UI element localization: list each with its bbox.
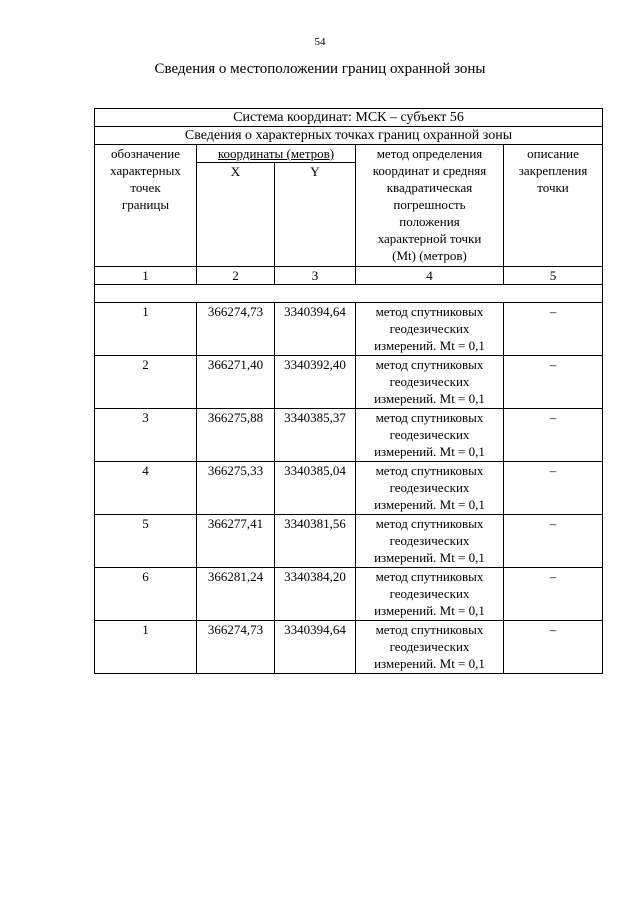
description-cell: – — [504, 568, 603, 621]
method-line: метод спутниковых — [375, 463, 484, 478]
method-line: метод спутниковых — [375, 357, 484, 372]
header-designation: обозначение характерных точек границы — [95, 145, 197, 267]
y-cell: 3340385,37 — [275, 409, 356, 462]
method-line: измерений. Mt = 0,1 — [374, 338, 485, 353]
method-line: метод спутниковых — [375, 516, 484, 531]
method-line: геодезических — [389, 586, 470, 601]
spacer-row — [95, 285, 603, 303]
description-cell: – — [504, 409, 603, 462]
section-title-row: Сведения о характерных точках границ охранной зоны — [95, 127, 603, 145]
method-line: метод спутниковых — [375, 569, 484, 584]
column-number-1: 1 — [95, 267, 197, 285]
method-line: геодезических — [389, 639, 470, 654]
method-line: метод спутниковых — [375, 622, 484, 637]
table-row — [95, 356, 603, 409]
page-title: Сведения о местоположении границ охранной зоны — [154, 61, 486, 77]
method-cell — [356, 568, 504, 621]
header-description: описание закрепления точки — [504, 145, 603, 267]
description-cell: – — [504, 356, 603, 409]
y-cell: 3340384,20 — [275, 568, 356, 621]
y-cell: 3340385,04 — [275, 462, 356, 515]
method-line: измерений. Mt = 0,1 — [374, 550, 485, 565]
column-number-2: 2 — [197, 267, 275, 285]
boundary-points-table — [94, 108, 603, 674]
x-cell: 366275,88 — [197, 409, 275, 462]
point-cell: 1 — [95, 621, 197, 674]
y-cell: 3340392,40 — [275, 356, 356, 409]
description-cell: – — [504, 515, 603, 568]
table-row — [95, 303, 603, 356]
table-row — [95, 621, 603, 674]
method-line: метод спутниковых — [375, 304, 484, 319]
column-number-3: 3 — [275, 267, 356, 285]
header-coordinates: координаты (метров) — [197, 145, 356, 163]
method-line: измерений. Mt = 0,1 — [374, 444, 485, 459]
point-cell: 3 — [95, 409, 197, 462]
method-cell — [356, 515, 504, 568]
coordinate-system-row: Система координат: МСК – субъект 56 — [95, 109, 603, 127]
x-cell: 366277,41 — [197, 515, 275, 568]
y-cell: 3340394,64 — [275, 303, 356, 356]
method-line: геодезических — [389, 321, 470, 336]
method-cell — [356, 303, 504, 356]
method-cell — [356, 462, 504, 515]
method-line: метод спутниковых — [375, 410, 484, 425]
method-line: измерений. Mt = 0,1 — [374, 497, 485, 512]
header-x: X — [197, 163, 275, 267]
table-row — [95, 515, 603, 568]
method-line: геодезических — [389, 533, 470, 548]
page-number: 54 — [314, 36, 326, 48]
table-row — [95, 409, 603, 462]
method-line: геодезических — [389, 480, 470, 495]
x-cell: 366274,73 — [197, 303, 275, 356]
x-cell: 366281,24 — [197, 568, 275, 621]
x-cell: 366275,33 — [197, 462, 275, 515]
description-cell: – — [504, 621, 603, 674]
method-line: измерений. Mt = 0,1 — [374, 656, 485, 671]
point-cell: 5 — [95, 515, 197, 568]
x-cell: 366274,73 — [197, 621, 275, 674]
header-y: Y — [275, 163, 356, 267]
method-cell — [356, 409, 504, 462]
column-number-4: 4 — [356, 267, 504, 285]
point-cell: 4 — [95, 462, 197, 515]
method-line: геодезических — [389, 374, 470, 389]
description-cell: – — [504, 303, 603, 356]
table-row — [95, 462, 603, 515]
header-method: метод определения координат и средняя квадратическая погрешность положения характерной точки (Mt) (метров) — [356, 145, 504, 267]
method-line: геодезических — [389, 427, 470, 442]
method-cell — [356, 356, 504, 409]
method-line: измерений. Mt = 0,1 — [374, 603, 485, 618]
column-numbers-row — [95, 267, 603, 285]
column-number-5: 5 — [504, 267, 603, 285]
point-cell: 6 — [95, 568, 197, 621]
y-cell: 3340381,56 — [275, 515, 356, 568]
method-cell — [356, 621, 504, 674]
point-cell: 1 — [95, 303, 197, 356]
x-cell: 366271,40 — [197, 356, 275, 409]
description-cell: – — [504, 462, 603, 515]
y-cell: 3340394,64 — [275, 621, 356, 674]
table-row — [95, 568, 603, 621]
method-line: измерений. Mt = 0,1 — [374, 391, 485, 406]
point-cell: 2 — [95, 356, 197, 409]
